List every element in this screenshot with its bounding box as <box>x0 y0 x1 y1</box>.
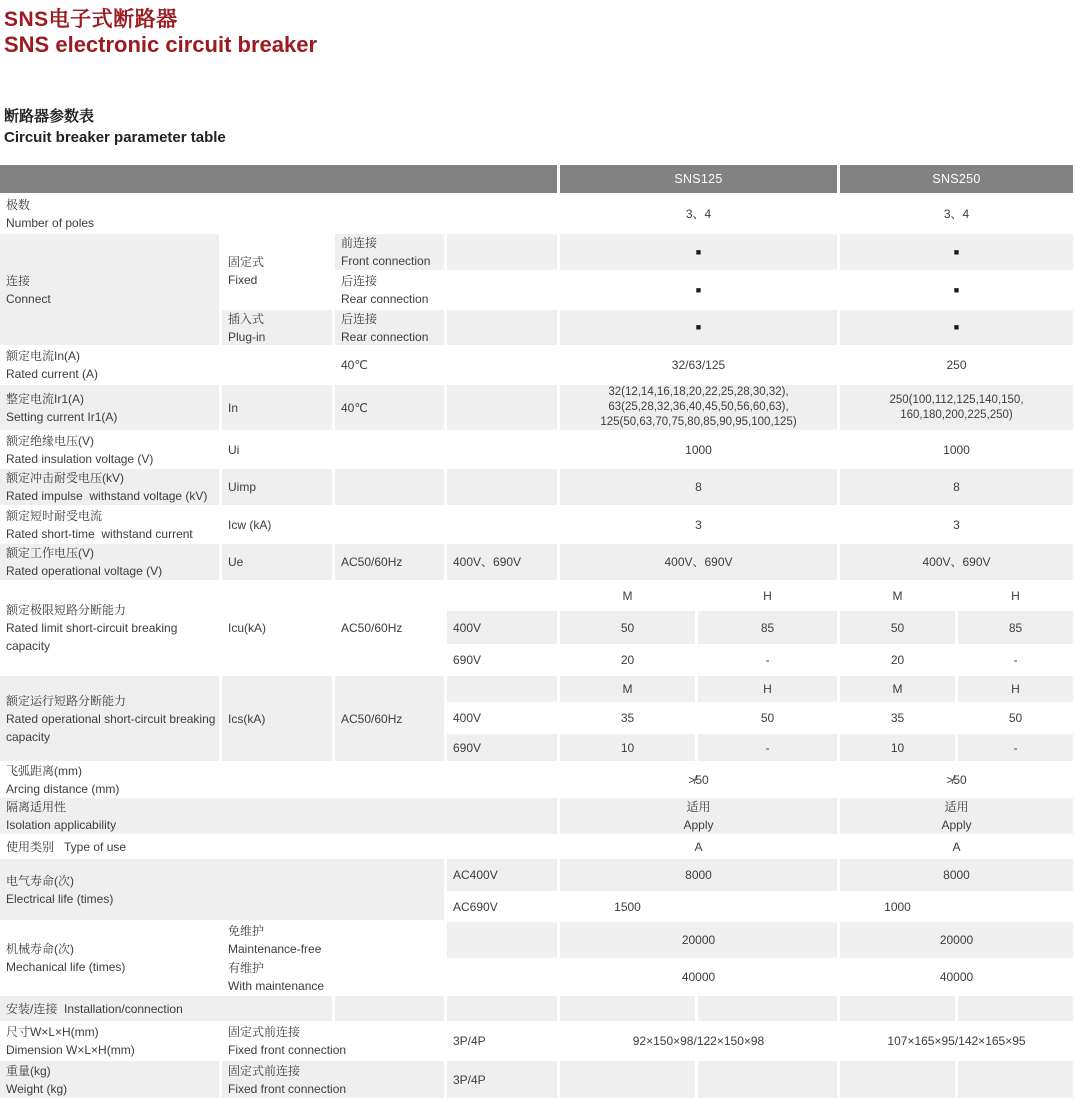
isolation-value-sns125 <box>560 798 837 834</box>
cell-text: Icu(kA) <box>228 621 267 635</box>
cell-text: 1000 <box>884 899 911 914</box>
cell-text: Ui <box>228 442 240 457</box>
cell-text: Apply <box>683 818 714 832</box>
cell-text: H <box>763 682 772 696</box>
cell-text: Rear connection <box>341 329 429 344</box>
cell-text: Rated limit short-circuit breaking <box>6 621 178 635</box>
electrical-life-ac690v-sns125 <box>560 893 695 920</box>
cell-text: - <box>765 653 770 667</box>
cell-text: ■ <box>953 322 960 332</box>
cell-text: 160,180,200,225,250) <box>900 408 1013 421</box>
arcing-distance-value-sns250 <box>840 763 1073 796</box>
weight-poles-label <box>447 1061 557 1098</box>
cell-text: ■ <box>695 284 702 295</box>
cell-text: Maintenance-free <box>228 942 322 956</box>
short-time-current-value-sns125 <box>560 507 837 542</box>
cell-text: SNS250 <box>932 172 981 186</box>
cell-text: Rated operational voltage (V) <box>6 564 163 578</box>
oper-690v-m-sns250 <box>840 734 955 761</box>
cell-text: 3 <box>953 517 960 532</box>
cell-text: 85 <box>1008 620 1023 635</box>
cell-text: 额定极限短路分断能力 <box>6 603 127 617</box>
empty-cell <box>560 1061 695 1098</box>
cell-text: 适用 <box>944 800 969 814</box>
row-label-weight <box>0 1061 219 1098</box>
cell-text: ■ <box>953 246 960 257</box>
cell-text: Number of poles <box>6 215 95 230</box>
oper-690v-m-sns125 <box>560 734 695 761</box>
connect-rear-mark-sns250 <box>840 272 1073 308</box>
limit-690v-h-sns250 <box>958 646 1073 674</box>
cell-text: M <box>622 588 633 603</box>
limit-400v-m-sns250 <box>840 611 955 644</box>
cell-text: 适用 <box>686 800 711 814</box>
cell-text: 400V、690V <box>664 555 733 569</box>
empty-cell <box>958 996 1073 1021</box>
cell-text: 250 <box>946 358 967 372</box>
cell-text: - <box>1013 740 1018 755</box>
cell-text: Setting current Ir1(A) <box>6 409 118 424</box>
row-label-type-of-use <box>0 836 557 857</box>
empty-cell <box>698 1061 837 1098</box>
empty-cell <box>447 385 557 430</box>
limit-mh-header-m-sns125 <box>560 582 695 609</box>
cell-text: 250(100,112,125,140,150, <box>889 393 1024 406</box>
cell-text: 8 <box>695 480 702 494</box>
cell-text: 免维护 <box>228 924 265 938</box>
cell-text: Electrical life (times) <box>6 891 114 906</box>
maintenance-free-value-sns250 <box>840 922 1073 958</box>
cell-text: 50 <box>890 620 905 635</box>
cell-text: 3、4 <box>943 206 970 221</box>
cell-text: Dimension W×L×H(mm) <box>6 1043 135 1057</box>
limit-690v-h-sns125 <box>698 646 837 674</box>
cell-text: AC400V <box>453 868 498 882</box>
cell-text: 额定短时耐受电流 <box>6 508 103 523</box>
cell-text: 后连接 <box>341 274 378 288</box>
rated-current-temp <box>335 347 444 383</box>
insulation-voltage-value-sns250 <box>840 432 1073 467</box>
cell-text: 92×150×98/122×150×98 <box>632 1034 765 1048</box>
cell-text: In <box>228 400 239 415</box>
cell-text: 20000 <box>681 933 716 947</box>
cell-text: AC50/60Hz <box>341 555 403 569</box>
operational-voltage-symbol <box>222 544 332 580</box>
page-title-en: SNS electronic circuit breaker <box>4 32 318 57</box>
oper-mh-header-h-sns250 <box>958 676 1073 702</box>
cell-text: AC690V <box>453 899 498 914</box>
cell-text: 安装/连接 Installation/connection <box>6 1001 183 1016</box>
connect-plugin-label <box>222 310 332 345</box>
connect-rear-label <box>335 272 444 308</box>
insulation-voltage-symbol <box>222 432 332 467</box>
type-of-use-value-sns250 <box>840 836 1073 857</box>
cell-text: 10 <box>620 740 635 755</box>
cell-text: 尺寸W×L×H(mm) <box>6 1025 99 1039</box>
connect-plugin-rear-mark-sns250 <box>840 310 1073 345</box>
type-of-use-value-sns125 <box>560 836 837 857</box>
empty-cell <box>840 1061 955 1098</box>
cell-text: 额定运行短路分断能力 <box>6 693 127 708</box>
limit-690v-label <box>447 646 557 674</box>
dimension-connection-label <box>222 1023 444 1059</box>
cell-text: 20000 <box>939 933 974 947</box>
setting-current-value-sns250 <box>840 385 1073 430</box>
cell-text: Plug-in <box>228 329 266 344</box>
row-label-mechanical-life <box>0 922 219 994</box>
cell-text: A <box>952 839 961 854</box>
cell-text: 400V、690V <box>922 555 991 569</box>
with-maintenance-value-sns250 <box>840 960 1073 994</box>
empty-cell <box>698 996 837 1021</box>
operational-breaking-symbol <box>222 676 332 761</box>
limit-400v-m-sns125 <box>560 611 695 644</box>
cell-text: 50 <box>1008 711 1023 725</box>
limit-breaking-freq <box>335 582 444 674</box>
cell-text: 1500 <box>614 899 641 914</box>
cell-text: 20 <box>890 653 905 667</box>
cell-text: - <box>765 740 770 755</box>
empty-cell <box>560 996 695 1021</box>
cell-text: 400V <box>453 711 482 725</box>
operational-voltage-levels <box>447 544 557 580</box>
row-label-isolation <box>0 798 557 834</box>
cell-text: 8000 <box>943 868 970 882</box>
row-label-limit-breaking <box>0 582 219 674</box>
setting-current-temp <box>335 385 444 430</box>
operational-breaking-freq <box>335 676 444 761</box>
cell-text: 10 <box>890 740 905 755</box>
impulse-voltage-value-sns125 <box>560 469 837 505</box>
cell-text: 20 <box>620 653 635 667</box>
poles-value-sns125 <box>560 195 837 232</box>
cell-text: Uimp <box>228 480 257 494</box>
dimension-poles-label <box>447 1023 557 1059</box>
cell-text: 机械寿命(次) <box>6 942 74 956</box>
cell-text: 40℃ <box>341 358 368 372</box>
setting-current-value-sns125 <box>560 385 837 430</box>
row-label-operational-voltage <box>0 544 219 580</box>
with-maintenance-value-sns125 <box>560 960 837 994</box>
row-label-arcing-distance <box>0 763 557 796</box>
cell-text: Front connection <box>341 254 431 268</box>
oper-mh-header-m-sns250 <box>840 676 955 702</box>
cell-text: 整定电流Ir1(A) <box>6 391 85 406</box>
cell-text: 690V <box>453 740 482 755</box>
cell-text: AC50/60Hz <box>341 621 403 635</box>
limit-mh-header-h-sns125 <box>698 582 837 609</box>
empty-cell <box>335 996 444 1021</box>
rated-current-value-sns250 <box>840 347 1073 383</box>
connect-front-label <box>335 234 444 270</box>
oper-400v-m-sns250 <box>840 704 955 732</box>
cell-text: 前连接 <box>341 236 378 250</box>
cell-text: 32/63/125 <box>671 358 726 372</box>
cell-text: 连接 <box>6 273 31 288</box>
cell-text: Arcing distance (mm) <box>6 781 120 796</box>
electrical-life-ac400v-label <box>447 859 557 891</box>
limit-mh-header-h-sns250 <box>958 582 1073 609</box>
operational-voltage-value-sns250 <box>840 544 1073 580</box>
oper-690v-h-sns250 <box>958 734 1073 761</box>
cell-text: 有维护 <box>228 961 265 975</box>
cell-text: 3P/4P <box>453 1034 486 1048</box>
cell-text: 400V、690V <box>453 555 522 569</box>
row-label-setting-current <box>0 385 219 430</box>
electrical-life-ac690v-label <box>447 893 557 920</box>
with-maintenance-label <box>222 960 332 994</box>
empty-cell <box>447 922 557 958</box>
connect-plugin-rear-label <box>335 310 444 345</box>
cell-text: 8 <box>953 480 960 494</box>
cell-text: 额定绝缘电压(V) <box>6 433 94 448</box>
oper-mh-header-h-sns125 <box>698 676 837 702</box>
cell-text: Rated insulation voltage (V) <box>6 451 154 466</box>
cell-text: 3P/4P <box>453 1072 486 1087</box>
cell-text: 40000 <box>681 970 716 984</box>
cell-text: With maintenance <box>228 979 325 993</box>
limit-690v-m-sns125 <box>560 646 695 674</box>
cell-text: M <box>892 682 903 696</box>
poles-value-sns250 <box>840 195 1073 232</box>
limit-400v-label <box>447 611 557 644</box>
arcing-distance-value-sns125 <box>560 763 837 796</box>
cell-text: Rated short-time withstand current <box>6 526 193 541</box>
cell-text: capacity <box>6 729 51 744</box>
impulse-voltage-value-sns250 <box>840 469 1073 505</box>
connect-front-mark-sns125 <box>560 234 837 270</box>
cell-text: ■ <box>695 322 702 332</box>
limit-breaking-symbol <box>222 582 332 674</box>
cell-text: 8000 <box>685 868 712 882</box>
cell-text: 35 <box>890 711 905 725</box>
row-label-rated-current <box>0 347 332 383</box>
cell-text: H <box>1011 682 1020 696</box>
page-title-zh: SNS电子式断路器 <box>4 8 178 31</box>
cell-text: 107×165×95/142×165×95 <box>887 1034 1026 1048</box>
short-time-current-symbol <box>222 507 332 542</box>
dimension-value-sns125 <box>560 1023 837 1059</box>
operational-voltage-freq <box>335 544 444 580</box>
cell-text: 63(25,28,32,36,40,45,50,56,60,63), <box>608 401 789 413</box>
cell-text: SNS125 <box>674 172 723 186</box>
row-label-connect <box>0 234 219 345</box>
row-label-insulation-voltage <box>0 432 219 467</box>
cell-text: 极数 <box>6 197 31 212</box>
cell-text: AC50/60Hz <box>341 711 403 726</box>
cell-text: M <box>622 682 633 696</box>
oper-400v-h-sns250 <box>958 704 1073 732</box>
connect-front-mark-sns250 <box>840 234 1073 270</box>
cell-text: 使用类别 Type of use <box>6 839 127 854</box>
empty-cell <box>447 234 557 270</box>
cell-text: 额定电流In(A) <box>6 349 81 363</box>
cell-text: Ics(kA) <box>228 711 266 726</box>
cell-text: Rear connection <box>341 292 429 306</box>
cell-text: H <box>763 588 772 603</box>
cell-text: ■ <box>695 246 702 257</box>
cell-text: 35 <box>620 711 635 725</box>
limit-400v-h-sns250 <box>958 611 1073 644</box>
limit-400v-h-sns125 <box>698 611 837 644</box>
cell-text: 额定冲击耐受电压(kV) <box>6 471 124 485</box>
cell-text: 电气寿命(次) <box>6 873 74 888</box>
cell-text: 85 <box>760 620 775 635</box>
empty-cell <box>335 469 444 505</box>
cell-text: 额定工作电压(V) <box>6 546 94 560</box>
cell-text: Rated operational short-circuit breaking <box>6 711 216 726</box>
cell-text: 固定式前连接 <box>228 1063 301 1078</box>
connect-fixed-label <box>222 234 332 308</box>
cell-text: Fixed <box>228 273 258 287</box>
table-title-en: Circuit breaker parameter table <box>4 129 226 146</box>
setting-current-symbol <box>222 385 332 430</box>
cell-text: 400V <box>453 620 482 635</box>
empty-cell <box>447 310 557 345</box>
cell-text: 40000 <box>939 970 974 984</box>
cell-text: Weight (kg) <box>6 1081 68 1096</box>
maintenance-free-label <box>222 922 332 958</box>
cell-text: Mechanical life (times) <box>6 960 126 974</box>
row-label-operational-breaking <box>0 676 219 761</box>
oper-690v-label <box>447 734 557 761</box>
rated-current-value-sns125 <box>560 347 837 383</box>
maintenance-free-value-sns125 <box>560 922 837 958</box>
connect-plugin-rear-mark-sns125 <box>560 310 837 345</box>
row-label-impulse-voltage <box>0 469 219 505</box>
empty-cell <box>447 469 557 505</box>
cell-text: Apply <box>941 818 972 832</box>
row-label-poles <box>0 195 557 232</box>
electrical-life-ac400v-sns125 <box>560 859 837 891</box>
row-label-short-time-current <box>0 507 219 542</box>
oper-400v-m-sns125 <box>560 704 695 732</box>
weight-connection-label <box>222 1061 444 1098</box>
cell-text: 隔离适用性 <box>6 800 67 814</box>
short-time-current-value-sns250 <box>840 507 1073 542</box>
cell-text: 1000 <box>685 442 712 457</box>
cell-text: A <box>694 839 703 854</box>
empty-cell <box>958 1061 1073 1098</box>
cell-text: - <box>1013 653 1018 667</box>
cell-text: Fixed front connection <box>228 1043 347 1057</box>
row-label-dimension <box>0 1023 219 1059</box>
oper-690v-h-sns125 <box>698 734 837 761</box>
impulse-voltage-symbol <box>222 469 332 505</box>
parameter-table <box>0 165 1073 1098</box>
cell-text: 飞弧距离(mm) <box>6 763 82 778</box>
row-label-electrical-life <box>0 859 444 920</box>
oper-400v-h-sns125 <box>698 704 837 732</box>
table-header-left <box>0 165 557 193</box>
cell-text: 3、4 <box>685 206 712 221</box>
column-header-sns125 <box>560 165 837 193</box>
isolation-value-sns250 <box>840 798 1073 834</box>
cell-text: Isolation applicability <box>6 818 117 832</box>
cell-text: capacity <box>6 639 51 653</box>
cell-text: 3 <box>695 517 702 532</box>
cell-text: 重量(kg) <box>6 1063 51 1078</box>
cell-text: 1000 <box>943 442 970 457</box>
empty-cell <box>447 996 557 1021</box>
cell-text: 690V <box>453 653 482 667</box>
cell-text: ≯50 <box>946 772 967 787</box>
insulation-voltage-value-sns125 <box>560 432 837 467</box>
empty-cell <box>447 676 557 702</box>
operational-voltage-value-sns125 <box>560 544 837 580</box>
cell-text: 32(12,14,16,18,20,22,25,28,30,32), <box>608 386 789 398</box>
row-label-installation <box>0 996 332 1021</box>
limit-690v-m-sns250 <box>840 646 955 674</box>
limit-mh-header-m-sns250 <box>840 582 955 609</box>
cell-text: Rated impulse withstand voltage (kV) <box>6 489 208 503</box>
cell-text: 固定式 <box>228 255 265 269</box>
connect-rear-mark-sns125 <box>560 272 837 308</box>
cell-text: 固定式前连接 <box>228 1025 301 1039</box>
column-header-sns250 <box>840 165 1073 193</box>
cell-text: Icw (kA) <box>228 517 272 532</box>
cell-text: Rated current (A) <box>6 367 99 381</box>
oper-mh-header-m-sns125 <box>560 676 695 702</box>
cell-text: M <box>892 588 903 603</box>
electrical-life-ac690v-sns250 <box>840 893 955 920</box>
cell-text: 插入式 <box>228 311 265 326</box>
empty-cell <box>840 996 955 1021</box>
cell-text: 50 <box>620 620 635 635</box>
dimension-value-sns250 <box>840 1023 1073 1059</box>
cell-text: H <box>1011 588 1020 603</box>
cell-text: Connect <box>6 291 51 306</box>
cell-text: 40℃ <box>341 400 368 415</box>
cell-text: ■ <box>953 284 960 295</box>
cell-text: 50 <box>760 711 775 725</box>
cell-text: ≯50 <box>688 772 709 787</box>
cell-text: Ue <box>228 555 244 569</box>
table-title-zh: 断路器参数表 <box>4 108 95 125</box>
cell-text: Fixed front connection <box>228 1081 347 1096</box>
cell-text: 后连接 <box>341 311 378 326</box>
oper-400v-label <box>447 704 557 732</box>
cell-text: 125(50,63,70,75,80,85,90,95,100,125) <box>600 416 797 428</box>
electrical-life-ac400v-sns250 <box>840 859 1073 891</box>
